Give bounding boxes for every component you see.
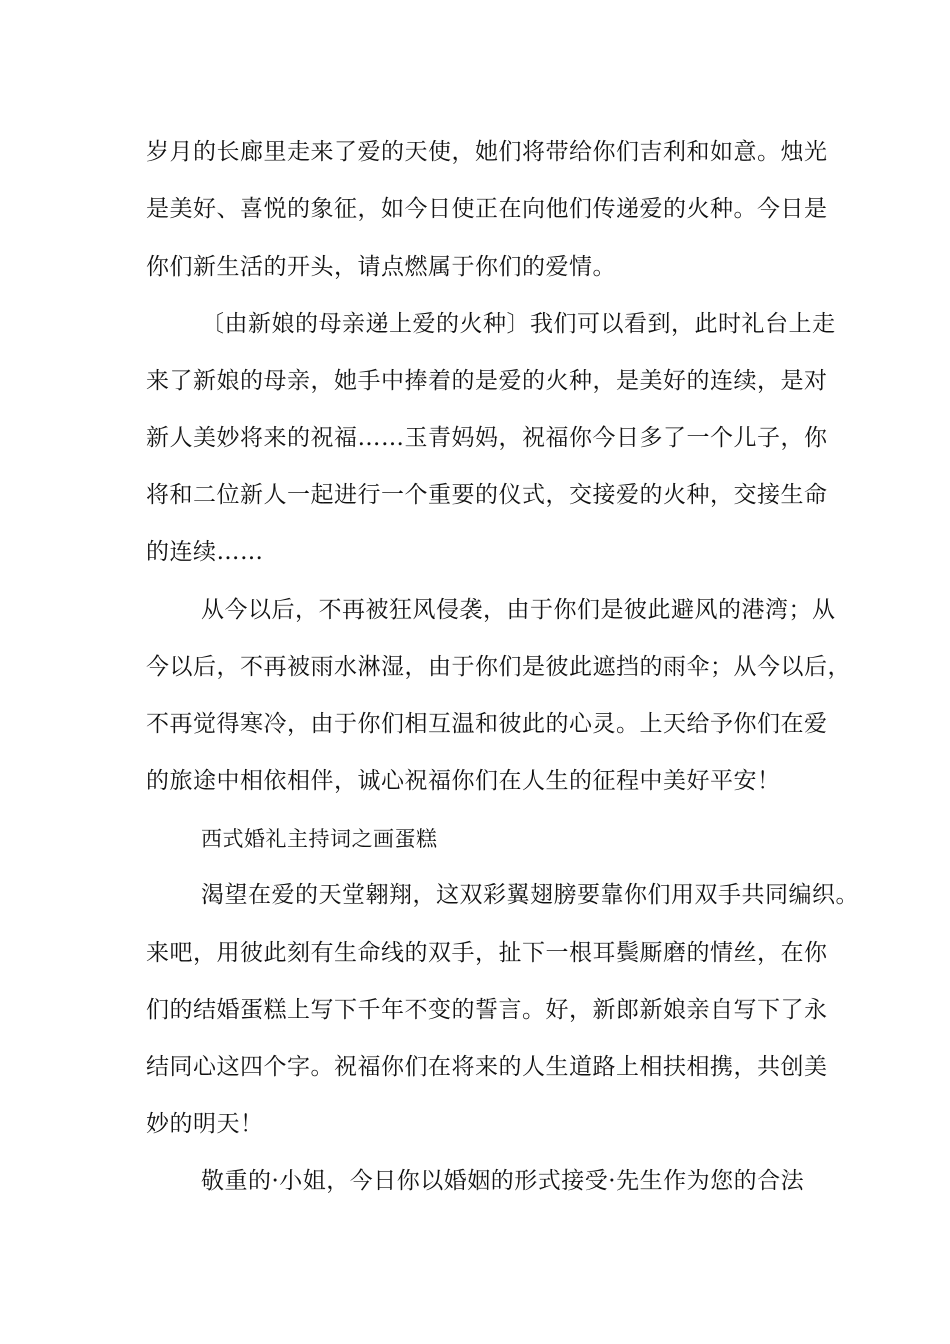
text-line-7: 将和二位新人一起进行一个重要的仪式，交接爱的火种，交接生命 [146,482,828,508]
text-line-10: 今以后，不再被雨水淋湿，由于你们是彼此遮挡的雨伞；从今以后， [146,654,851,680]
text-line-17: 结同心这四个字。祝福你们在将来的人生道路上相扶相携，共创美 [146,1054,828,1080]
text-line-18: 妙的明天！ [146,1111,264,1137]
text-line-1: 岁月的长廊里走来了爱的天使，她们将带给你们吉利和如意。烛光 [146,139,828,165]
text-line-3: 你们新生活的开头，请点燃属于你们的爱情。 [146,254,616,280]
text-line-6: 新人美妙将来的祝福……玉青妈妈，祝福你今日多了一个儿子，你 [146,425,828,451]
text-line-12: 的旅途中相依相伴，诚心祝福你们在人生的征程中美好平安！ [146,768,781,794]
text-line-5: 来了新娘的母亲，她手中捧着的是爱的火种，是美好的连续，是对 [146,368,828,394]
section-heading: 西式婚礼主持词之画蛋糕 [201,827,438,851]
text-line-8: 的连续…… [146,539,264,565]
text-line-2: 是美好、喜悦的象征，如今日使正在向他们传递爱的火种。今日是 [146,196,828,222]
text-line-19: 敬重的·小姐，今日你以婚姻的形式接受·先生作为您的合法 [201,1168,805,1194]
text-line-16: 们的结婚蛋糕上写下千年不变的誓言。好，新郎新娘亲自写下了永 [146,997,828,1023]
text-line-14: 渴望在爱的天堂翱翔，这双彩翼翅膀要靠你们用双手共同编织。 [201,882,859,908]
text-line-9: 从今以后，不再被狂风侵袭，由于你们是彼此避风的港湾；从 [201,597,836,623]
text-line-15: 来吧，用彼此刻有生命线的双手，扯下一根耳鬓厮磨的情丝，在你 [146,940,828,966]
text-line-11: 不再觉得寒冷，由于你们相互温和彼此的心灵。上天给予你们在爱 [146,711,828,737]
text-line-4: 〔由新娘的母亲递上爱的火种〕我们可以看到，此时礼台上走 [201,311,836,337]
